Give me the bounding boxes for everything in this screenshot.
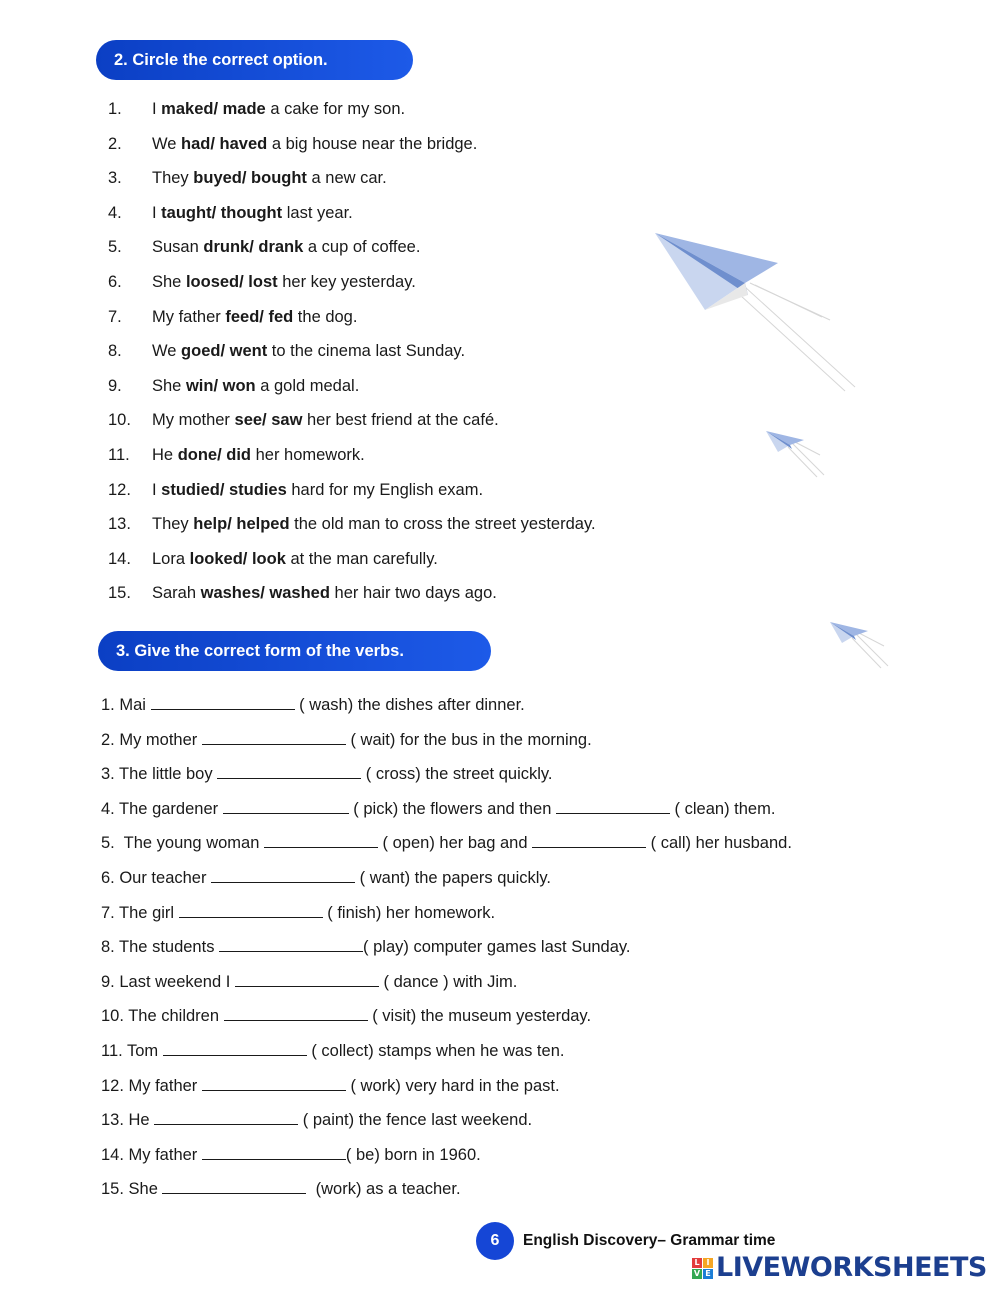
circle-option-list [108, 96, 596, 615]
paper-plane-icon [826, 616, 896, 671]
list-item: 9. Last weekend I ( dance ) with Jim. [101, 969, 792, 1004]
option-choice[interactable]: loosed/ lost [185, 272, 278, 291]
option-choice[interactable]: had/ haved [181, 134, 268, 153]
list-item: 1. Mai ( wash) the dishes after dinner. [101, 692, 792, 727]
answer-blank[interactable] [556, 797, 670, 814]
answer-blank[interactable] [211, 866, 355, 883]
list-item: 7. My father feed/ fed the dog. [108, 307, 358, 326]
list-item: 8. We goed/ went to the cinema last Sunday. [108, 342, 466, 361]
list-item: 7. The girl ( finish) her homework. [101, 900, 792, 935]
page-number: 6 [476, 1222, 514, 1260]
list-item: 15. Sarah washes/ washed her hair two days ago. [108, 584, 497, 603]
answer-blank[interactable] [202, 1074, 346, 1091]
list-item: 14. My father ( be) born in 1960. [101, 1142, 792, 1177]
answer-blank[interactable] [162, 1177, 306, 1194]
option-choice[interactable]: done/ did [177, 445, 252, 464]
list-item: 3. They buyed/ bought a new car. [108, 169, 387, 188]
list-item: 10. My mother see/ saw her best friend at the café. [108, 411, 499, 430]
answer-blank[interactable] [151, 693, 295, 710]
answer-blank[interactable] [163, 1039, 307, 1056]
list-item: 11. Tom ( collect) stamps when he was ten. [101, 1038, 792, 1073]
list-item: 3. The little boy ( cross) the street quickly. [101, 761, 792, 796]
verb-form-list [101, 692, 792, 1211]
list-item: 14. Lora looked/ look at the man carefully. [108, 549, 438, 568]
logo-text: LIVEWORKSHEETS [716, 1252, 987, 1283]
answer-blank[interactable] [532, 831, 646, 848]
paper-plane-icon [650, 225, 860, 395]
logo-block: V [693, 1268, 701, 1278]
list-item: 4. I taught/ thought last year. [108, 203, 353, 222]
list-item: 10. The children ( visit) the museum yesterday. [101, 1003, 792, 1038]
option-choice[interactable]: washes/ washed [200, 584, 330, 603]
answer-blank[interactable] [223, 797, 349, 814]
option-choice[interactable]: buyed/ bought [193, 169, 307, 188]
answer-blank[interactable] [154, 1108, 298, 1125]
option-choice[interactable]: drunk/ drank [203, 238, 304, 257]
section-3-title: 3. Give the correct form of the verbs. [116, 641, 404, 660]
list-item: 15. She (work) as a teacher. [101, 1176, 792, 1211]
option-choice[interactable]: see/ saw [234, 411, 303, 430]
answer-blank[interactable] [202, 1143, 346, 1160]
list-item: 13. He ( paint) the fence last weekend. [101, 1107, 792, 1142]
list-item: 8. The students ( play) computer games last Sunday. [101, 934, 792, 969]
footer-title: English Discovery– Grammar time [523, 1232, 776, 1249]
list-item: 4. The gardener ( pick) the flowers and then ( clean) them. [101, 796, 792, 831]
list-item: 2. My mother ( wait) for the bus in the morning. [101, 727, 792, 762]
list-item: 6. Our teacher ( want) the papers quickly. [101, 865, 792, 900]
list-item: 5. Susan drunk/ drank a cup of coffee. [108, 238, 421, 257]
option-choice[interactable]: maked/ made [161, 100, 266, 118]
answer-blank[interactable] [179, 901, 323, 918]
option-choice[interactable]: feed/ fed [225, 307, 294, 326]
answer-blank[interactable] [219, 935, 363, 952]
answer-blank[interactable] [264, 831, 378, 848]
list-item: 12. I studied/ studies hard for my English exam. [108, 480, 484, 499]
answer-blank[interactable] [224, 1004, 368, 1021]
option-choice[interactable]: taught/ thought [161, 203, 283, 222]
list-item: 6. She loosed/ lost her key yesterday. [108, 272, 416, 291]
logo-block: L [692, 1258, 702, 1268]
list-item: 13. They help/ helped the old man to cross the street yesterday. [108, 515, 596, 534]
option-choice[interactable]: goed/ went [181, 342, 268, 361]
option-choice[interactable]: help/ helped [193, 515, 290, 534]
list-item: 9. She win/ won a gold medal. [108, 376, 360, 395]
section-2-title: 2. Circle the correct option. [114, 50, 328, 69]
list-item: 11. He done/ did her homework. [108, 445, 365, 464]
option-choice[interactable]: win/ won [185, 376, 256, 395]
answer-blank[interactable] [235, 970, 379, 987]
logo-block: I [703, 1258, 713, 1268]
liveworksheets-logo [692, 1253, 987, 1283]
logo-icon [692, 1258, 713, 1279]
option-choice[interactable]: studied/ studies [161, 480, 287, 499]
list-item: 2. We had/ haved a big house near the bridge. [108, 134, 478, 153]
option-choice[interactable]: looked/ look [189, 549, 286, 568]
section-3-header [98, 631, 491, 671]
paper-plane-icon [762, 425, 832, 480]
answer-blank[interactable] [217, 762, 361, 779]
answer-blank[interactable] [202, 728, 346, 745]
section-2-header [96, 40, 413, 80]
logo-block: E [703, 1269, 713, 1279]
list-item: 5. The young woman ( open) her bag and ( call) her husband. [101, 830, 792, 865]
list-item: 12. My father ( work) very hard in the past. [101, 1073, 792, 1108]
list-item: 1. I maked/ made a cake for my son. [108, 100, 406, 118]
